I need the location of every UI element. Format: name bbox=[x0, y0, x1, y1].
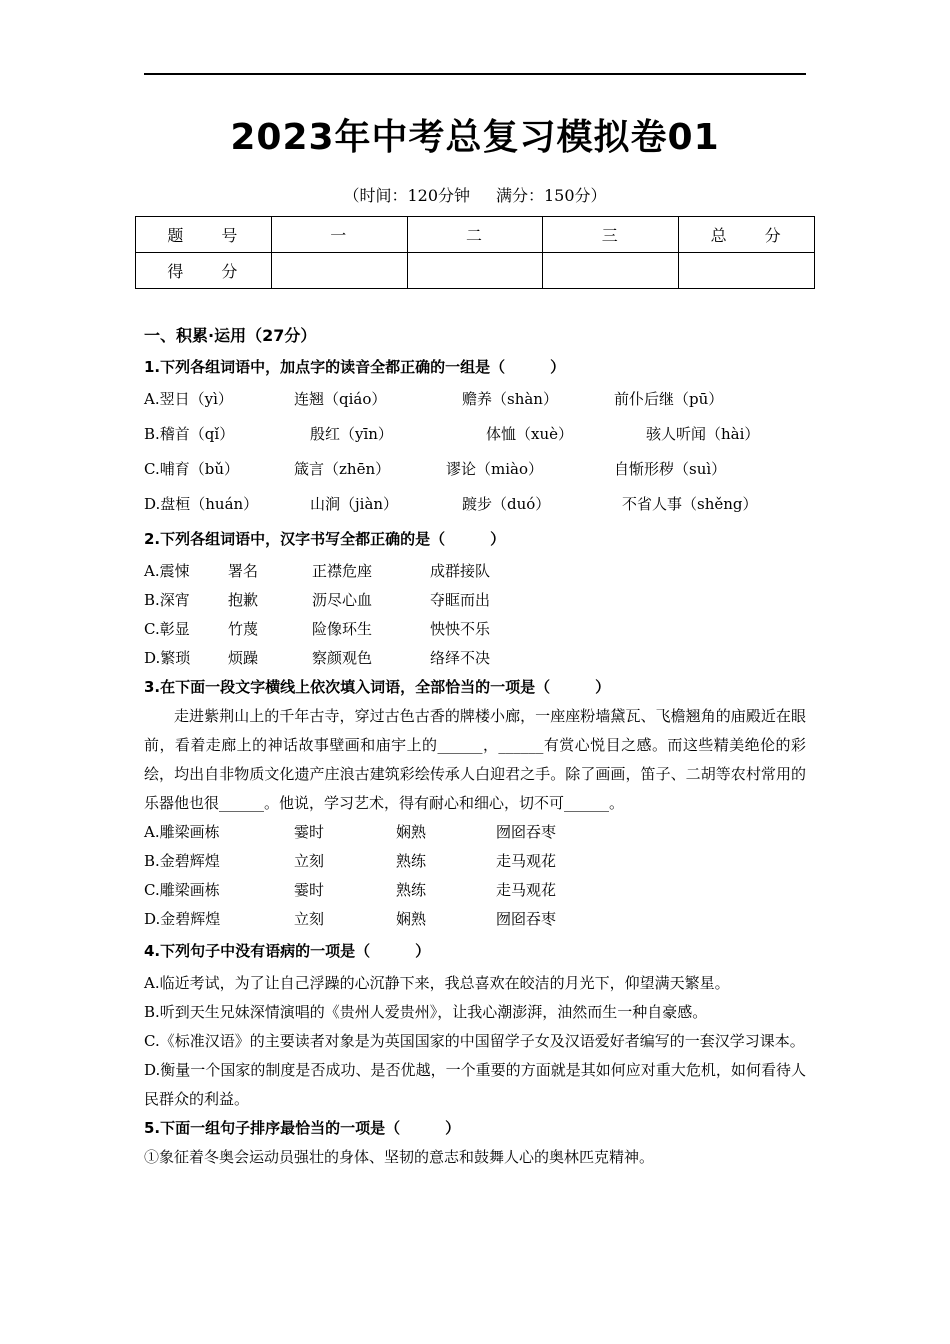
q3-option-cell: 立刻 bbox=[294, 852, 325, 870]
q3-option-cell: 霎时 bbox=[294, 881, 325, 899]
question-1-stem: 1.下列各组词语中，加点字的读音全都正确的一组是（ ） bbox=[144, 358, 566, 376]
score-header-cell: 总 分 bbox=[679, 217, 815, 253]
q3-option-cell: D.金碧辉煌 bbox=[144, 910, 221, 928]
q1-option-row bbox=[144, 487, 806, 522]
q3-option-cell: 立刻 bbox=[294, 910, 325, 928]
q2-option-cell: 夺眶而出 bbox=[430, 591, 491, 609]
q2-option-cell: 署名 bbox=[228, 562, 259, 580]
q3-option-cell: 娴熟 bbox=[396, 823, 427, 841]
exam-info bbox=[0, 184, 950, 208]
q3-option-row bbox=[144, 876, 806, 905]
score-header-cell: 题 号 bbox=[136, 217, 272, 253]
q1-option-cell: B.稽首（qǐ） bbox=[144, 425, 235, 443]
q3-passage: 走进紫荆山上的千年古寺，穿过古色古香的牌楼小廊，一座座粉墙黛瓦、飞檐翘角的庙殿近在眼前，看着走廊上的神话故事壁画和庙宇上的______，______有赏心悦目之感。而这些精美绝伦的彩绘，均出自非物质文化遗产庄浪古建筑彩绘传承人白迎君之手。除了画画，笛子、二胡等农村常用的乐器他也很______。他说，学习艺术，得有耐心和细心，切不可______。 bbox=[144, 707, 806, 812]
score-header-cell: 二 bbox=[407, 217, 543, 253]
q1-option-cell: 踱步（duó） bbox=[462, 495, 551, 513]
q3-option-cell: 熟练 bbox=[396, 881, 427, 899]
score-header-cell: 三 bbox=[543, 217, 679, 253]
q1-option-cell: 连翘（qiáo） bbox=[294, 390, 387, 408]
q2-option-cell: 察颜观色 bbox=[312, 649, 373, 667]
q2-option-cell: 险像环生 bbox=[312, 620, 373, 638]
q1-option-cell: 箴言（zhēn） bbox=[294, 460, 391, 478]
q4-option: C.《标准汉语》的主要读者对象是为英国国家的中国留学子女及汉语爱好者编写的一套汉学习课本。 bbox=[144, 1032, 805, 1050]
score-table bbox=[135, 216, 815, 289]
q2-option-cell: B.深宵 bbox=[144, 591, 190, 609]
q2-option-cell: 正襟危座 bbox=[312, 562, 373, 580]
q4-option: A.临近考试，为了让自己浮躁的心沉静下来，我总喜欢在皎洁的月光下，仰望满天繁星。 bbox=[144, 974, 730, 992]
q3-option-cell: C.雕梁画栋 bbox=[144, 881, 220, 899]
q2-option-cell: C.彰显 bbox=[144, 620, 190, 638]
q2-option-row bbox=[144, 644, 806, 673]
q3-option-cell: A.雕梁画栋 bbox=[144, 823, 220, 841]
exam-content bbox=[144, 318, 806, 1172]
q2-option-cell: 成群接队 bbox=[430, 562, 491, 580]
top-rule bbox=[144, 73, 806, 75]
question-4-stem: 4.下列句子中没有语病的一项是（ ） bbox=[144, 942, 431, 960]
q3-option-cell: 熟练 bbox=[396, 852, 427, 870]
score-input-cell[interactable] bbox=[407, 253, 543, 289]
score-row-label: 得 分 bbox=[136, 253, 272, 289]
q3-option-row bbox=[144, 905, 806, 934]
q3-option-cell: 囫囵吞枣 bbox=[496, 823, 557, 841]
q1-option-cell: 殷红（yīn） bbox=[310, 425, 393, 443]
page-title: 2023年中考总复习模拟卷01 bbox=[230, 117, 720, 158]
q1-option-cell: 山涧（jiàn） bbox=[310, 495, 399, 513]
question-2-stem: 2.下列各组词语中，汉字书写全都正确的是（ ） bbox=[144, 530, 506, 548]
q2-option-cell: 络绎不决 bbox=[430, 649, 491, 667]
score-input-cell[interactable] bbox=[679, 253, 815, 289]
q1-option-cell: 不省人事（shěng） bbox=[622, 495, 758, 513]
q2-option-cell: 抱歉 bbox=[228, 591, 259, 609]
q2-option-cell: 烦躁 bbox=[228, 649, 259, 667]
q2-option-cell: 沥尽心血 bbox=[312, 591, 373, 609]
q5-item: ①象征着冬奥会运动员强壮的身体、坚韧的意志和鼓舞人心的奥林匹克精神。 bbox=[144, 1148, 655, 1166]
score-input-cell[interactable] bbox=[543, 253, 679, 289]
q3-option-cell: B.金碧辉煌 bbox=[144, 852, 220, 870]
question-3-stem: 3.在下面一段文字横线上依次填入词语，全部恰当的一项是（ ） bbox=[144, 678, 611, 696]
q4-option: D.衡量一个国家的制度是否成功、是否优越，一个重要的方面就是其如何应对重大危机，如何看待人民群众的利益。 bbox=[144, 1061, 806, 1108]
q3-option-row bbox=[144, 818, 806, 847]
q1-option-row bbox=[144, 452, 806, 487]
q1-option-cell: 骇人听闻（hài） bbox=[646, 425, 760, 443]
q1-option-row bbox=[144, 382, 806, 417]
q3-option-cell: 娴熟 bbox=[396, 910, 427, 928]
q1-option-cell: 自惭形秽（suì） bbox=[614, 460, 727, 478]
exam-time: （时间：120分钟 bbox=[343, 186, 470, 205]
q1-option-cell: A.翌日（yì） bbox=[144, 390, 233, 408]
q4-option: B.听到天生兄妹深情演唱的《贵州人爱贵州》，让我心潮澎湃，油然而生一种自豪感。 bbox=[144, 1003, 708, 1021]
q1-option-cell: C.哺育（bǔ） bbox=[144, 460, 239, 478]
q1-option-cell: 前仆后继（pū） bbox=[614, 390, 724, 408]
score-header-cell: 一 bbox=[271, 217, 407, 253]
q2-option-cell: D.繁琐 bbox=[144, 649, 191, 667]
score-table-score-row bbox=[136, 253, 815, 289]
q2-option-cell: A.震悚 bbox=[144, 562, 190, 580]
q1-option-cell: D.盘桓（huán） bbox=[144, 495, 259, 513]
q3-option-row bbox=[144, 847, 806, 876]
section-heading: 一、积累·运用（27分） bbox=[144, 326, 317, 345]
q2-option-cell: 怏怏不乐 bbox=[430, 620, 491, 638]
q2-option-row bbox=[144, 557, 806, 586]
q3-option-cell: 囫囵吞枣 bbox=[496, 910, 557, 928]
score-table-header-row bbox=[136, 217, 815, 253]
exam-score: 满分：150分） bbox=[496, 186, 607, 205]
score-input-cell[interactable] bbox=[271, 253, 407, 289]
q2-option-row bbox=[144, 586, 806, 615]
q3-option-cell: 走马观花 bbox=[496, 881, 557, 899]
q1-option-cell: 赡养（shàn） bbox=[462, 390, 558, 408]
q2-option-cell: 竹蔑 bbox=[228, 620, 259, 638]
q1-option-cell: 体恤（xuè） bbox=[486, 425, 573, 443]
q2-option-row bbox=[144, 615, 806, 644]
q1-option-cell: 谬论（miào） bbox=[446, 460, 543, 478]
q3-option-cell: 走马观花 bbox=[496, 852, 557, 870]
q3-option-cell: 霎时 bbox=[294, 823, 325, 841]
question-5-stem: 5.下面一组句子排序最恰当的一项是（ ） bbox=[144, 1119, 461, 1137]
q1-option-row bbox=[144, 417, 806, 452]
